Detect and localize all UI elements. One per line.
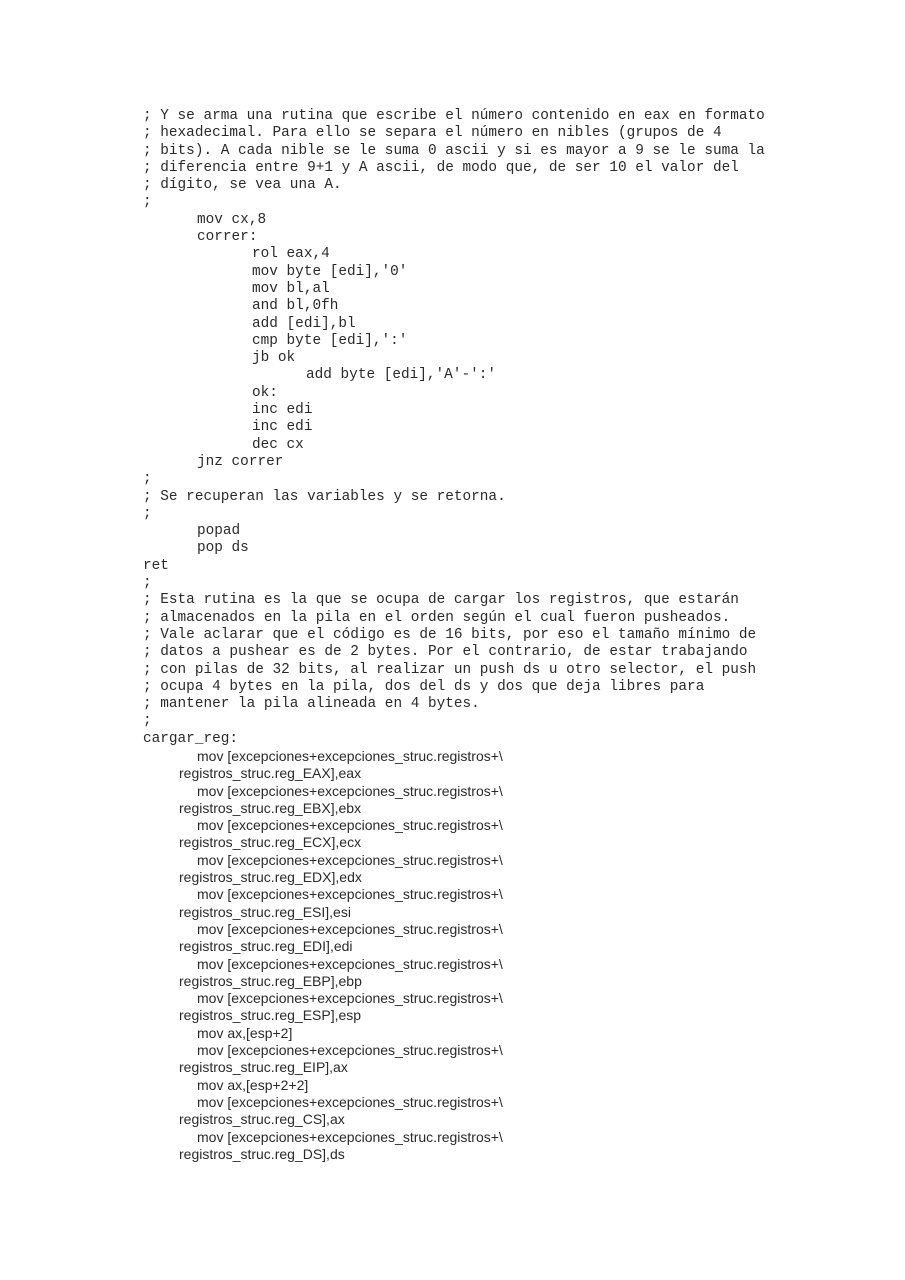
comment-line: ; Se recuperan las variables y se retorna. xyxy=(143,488,506,505)
comment-line: ; Vale aclarar que el código es de 16 bits, por eso el tamaño mínimo de xyxy=(143,626,757,643)
code-line: mov [excepciones+excepciones_struc.registros+\ xyxy=(197,990,503,1007)
code-line: registros_struc.reg_EBP],ebp xyxy=(179,972,362,989)
code-line: registros_struc.reg_CS],ax xyxy=(179,1111,345,1128)
comment-line: ; xyxy=(143,713,152,730)
code-line: mov cx,8 xyxy=(197,211,267,228)
code-line: registros_struc.reg_EDX],edx xyxy=(179,869,362,886)
comment-line: ; datos a pushear es de 2 bytes. Por el contrario, de estar trabajando xyxy=(143,644,748,661)
comment-line: ; xyxy=(143,505,152,522)
code-line: and bl,0fh xyxy=(252,298,339,315)
code-line: mov ax,[esp+2+2] xyxy=(197,1076,309,1093)
code-line: inc edi xyxy=(252,419,313,436)
comment-line: ; xyxy=(143,194,152,211)
code-line: registros_struc.reg_EBX],ebx xyxy=(179,799,362,816)
code-line: registros_struc.reg_EAX],eax xyxy=(179,765,362,782)
code-line: mov [excepciones+excepciones_struc.registros+\ xyxy=(197,886,503,903)
code-line: correr: xyxy=(197,229,258,246)
code-line: ret xyxy=(143,557,169,574)
code-line: mov [excepciones+excepciones_struc.registros+\ xyxy=(197,817,503,834)
comment-line: ; dígito, se vea una A. xyxy=(143,177,342,194)
code-line: jnz correr xyxy=(197,453,284,470)
comment-line: ; Esta rutina es la que se ocupa de cargar los registros, que estarán xyxy=(143,592,739,609)
comment-line: ; hexadecimal. Para ello se separa el número en nibles (grupos de 4 xyxy=(143,125,722,142)
comment-line: ; ocupa 4 bytes en la pila, dos del ds y dos que deja libres para xyxy=(143,678,705,695)
code-line: mov [excepciones+excepciones_struc.registros+\ xyxy=(197,1093,503,1110)
code-line: mov byte [edi],'0' xyxy=(252,263,408,280)
code-line: mov ax,[esp+2] xyxy=(197,1024,293,1041)
code-listing xyxy=(143,108,765,1163)
code-line: add [edi],bl xyxy=(252,315,356,332)
comment-line: ; con pilas de 32 bits, al realizar un push ds u otro selector, el push xyxy=(143,661,757,678)
code-line: mov [excepciones+excepciones_struc.registros+\ xyxy=(197,920,503,937)
code-line: cmp byte [edi],':' xyxy=(252,332,408,349)
code-line: inc edi xyxy=(252,402,313,419)
code-line: dec cx xyxy=(252,436,304,453)
comment-line: ; almacenados en la pila en el orden según el cual fueron pusheados. xyxy=(143,609,731,626)
code-line: mov [excepciones+excepciones_struc.registros+\ xyxy=(197,851,503,868)
code-line: mov [excepciones+excepciones_struc.registros+\ xyxy=(197,747,503,764)
code-line: registros_struc.reg_ESP],esp xyxy=(179,1007,362,1024)
code-line: rol eax,4 xyxy=(252,246,330,263)
code-line: mov bl,al xyxy=(252,280,330,297)
code-line: pop ds xyxy=(197,540,249,557)
comment-line: ; mantener la pila alineada en 4 bytes. xyxy=(143,696,480,713)
code-line: jb ok xyxy=(252,350,296,367)
code-line: ok: xyxy=(252,384,278,401)
code-line: popad xyxy=(197,523,241,540)
code-line: registros_struc.reg_EDI],edi xyxy=(179,938,353,955)
code-line: registros_struc.reg_EIP],ax xyxy=(179,1059,348,1076)
code-line: mov [excepciones+excepciones_struc.registros+\ xyxy=(197,1128,503,1145)
code-line: mov [excepciones+excepciones_struc.registros+\ xyxy=(197,955,503,972)
code-line: registros_struc.reg_ECX],ecx xyxy=(179,834,362,851)
code-line: registros_struc.reg_ESI],esi xyxy=(179,903,351,920)
code-line: registros_struc.reg_DS],ds xyxy=(179,1145,345,1162)
code-line: mov [excepciones+excepciones_struc.registros+\ xyxy=(197,782,503,799)
code-line: add byte [edi],'A'-':' xyxy=(306,367,496,384)
code-line: cargar_reg: xyxy=(143,730,238,747)
comment-line: ; Y se arma una rutina que escribe el número contenido en eax en formato xyxy=(143,108,765,124)
code-line: mov [excepciones+excepciones_struc.registros+\ xyxy=(197,1042,503,1059)
comment-line: ; xyxy=(143,575,152,592)
comment-line: ; diferencia entre 9+1 y A ascii, de modo que, de ser 10 el valor del xyxy=(143,159,739,176)
comment-line: ; bits). A cada nible se le suma 0 ascii y si es mayor a 9 se le suma la xyxy=(143,142,765,159)
comment-line: ; xyxy=(143,471,152,488)
